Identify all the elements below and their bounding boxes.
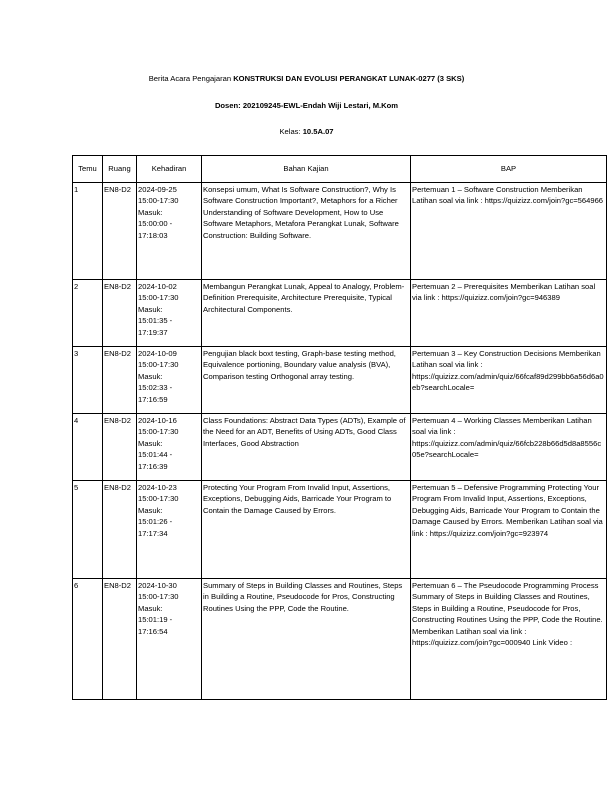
session-time: 15:00-17:30 [138,360,179,370]
session-date: 2024-10-02 [138,282,177,291]
cell-kehadiran [137,280,202,347]
session-time: 15:00-17:30 [138,592,179,602]
masuk-label: Masuk: [138,438,163,448]
class-label: Kelas: [279,127,301,136]
table-row [73,481,607,579]
cell-temu: 4 [73,414,103,481]
session-date: 2024-10-23 [138,483,177,492]
lecturer-label: Dosen: [214,101,241,110]
masuk-label: Masuk: [138,505,163,515]
session-time: 15:00-17:30 [138,196,179,206]
header-kehadiran: Kehadiran [137,156,202,183]
cell-ruang: EN8-D2 [103,481,137,579]
cell-temu: 3 [73,347,103,414]
cell-kehadiran [137,347,202,414]
masuk-label: Masuk: [138,371,163,381]
session-time: 15:00-17:30 [138,427,179,437]
cell-temu: 2 [73,280,103,347]
cell-temu: 5 [73,481,103,579]
cell-bap: Pertemuan 1 – Software Construction Memberikan Latihan soal via link : https://quizizz.com/join?gc=564966 [411,183,607,280]
cell-kehadiran [137,414,202,481]
masuk-time: 15:01:26 - 17:17:34 [138,517,173,538]
cell-bahan-kajian: Summary of Steps in Building Classes and Routines, Steps in Building a Routine, Pseudocode for Pros, Constructing Routines Using the PPP, Code the Routine. [202,579,411,700]
table-row [73,280,607,347]
table-row [73,347,607,414]
cell-bahan-kajian: Membangun Perangkat Lunak, Appeal to Analogy, Problem-Definition Prerequisite, Architecture Prerequisite, Typical Architectural Components. [202,280,411,347]
table-row [73,183,607,280]
session-time: 15:00-17:30 [138,293,179,303]
course-name: KONSTRUKSI DAN EVOLUSI PERANGKAT LUNAK-0277 (3 SKS) [233,74,465,83]
masuk-time: 15:01:19 - 17:16:54 [138,615,173,636]
cell-kehadiran [137,183,202,280]
cell-bahan-kajian: Protecting Your Program From Invalid Input, Assertions, Exceptions, Debugging Aids, Barricade Your Program to Contain the Damage Caused by Errors. [202,481,411,579]
masuk-label: Masuk: [138,603,163,613]
masuk-label: Masuk: [138,304,163,314]
masuk-time: 15:01:35 - 17:19:37 [138,316,173,337]
cell-ruang: EN8-D2 [103,280,137,347]
session-date: 2024-10-30 [138,581,177,590]
cell-bahan-kajian: Class Foundations: Abstract Data Types (ADTs), Example of the Need for an ADT, Benefits of Using ADTs, Good Class Interfaces, Good Abstraction [202,414,411,481]
cell-bap: Pertemuan 4 – Working Classes Memberikan Latihan soal via link : https://quizizz.com/admin/quiz/66fcb228b66d5d8a8556c05e?searchLocale= [411,414,607,481]
session-date: 2024-10-09 [138,349,177,358]
cell-temu: 6 [73,579,103,700]
header-bap: BAP [411,156,607,183]
header-temu: Temu [73,156,103,183]
cell-bap: Pertemuan 3 – Key Construction Decisions Memberikan Latihan soal via link : https://quizizz.com/admin/quiz/66fcaf89d299bb6a56d6a0eb?searchLocale= [411,347,607,414]
cell-bahan-kajian: Konsepsi umum, What Is Software Construction?, Why Is Software Construction Important?, Metaphors for a Richer Understanding of Software Development, How to Use Software Metaphors, Metafora Perangkat Lunak, Software Construction: Building Software. [202,183,411,280]
cell-ruang: EN8-D2 [103,347,137,414]
table-row [73,414,607,481]
cell-bap: Pertemuan 2 – Prerequisites Memberikan Latihan soal via link : https://quizizz.com/join?gc=946389 [411,280,607,347]
lecturer-name: 202109245-EWL-Endah Wiji Lestari, M.Kom [242,101,399,110]
cell-temu: 1 [73,183,103,280]
cell-bap: Pertemuan 6 – The Pseudocode Programming Process Summary of Steps in Building Classes and Routines, Steps in Building a Routine, Pseudocode for Pros, Constructing Routines Using the PPP, Code the Routine. Memberikan Latihan soal via link : https://quizizz.com/join?gc=000940 Link Video : [411,579,607,700]
cell-ruang: EN8-D2 [103,579,137,700]
masuk-time: 15:01:44 - 17:16:39 [138,450,173,471]
cell-ruang: EN8-D2 [103,414,137,481]
cell-bahan-kajian: Pengujian black boxt testing, Graph-base testing method, Equivalence portioning, Boundary value analysis (BVA), Comparison testing Orthogonal array testing. [202,347,411,414]
header-bahan-kajian: Bahan Kajian [202,156,411,183]
table-row [73,579,607,700]
class-code: 10.5A.07 [302,127,334,136]
session-time: 15:00-17:30 [138,494,179,504]
session-date: 2024-09-25 [138,185,177,194]
table-header-row [73,156,607,183]
report-title [71,74,542,84]
masuk-time: 15:00:00 - 17:18:03 [138,219,173,240]
cell-kehadiran [137,481,202,579]
report-title-label: Berita Acara Pengajaran [148,74,232,83]
class-line [71,127,542,137]
document-header [71,71,542,140]
teaching-record-table [72,155,607,700]
cell-ruang: EN8-D2 [103,183,137,280]
masuk-label: Masuk: [138,207,163,217]
lecturer-line [71,101,542,111]
cell-kehadiran [137,579,202,700]
cell-bap: Pertemuan 5 – Defensive Programming Protecting Your Program From Invalid Input, Assertions, Exceptions, Debugging Aids, Barricade Your Program to Contain the Damage Caused by Errors. Memberikan Latihan soal via link : https://quizizz.com/join?gc=923974 [411,481,607,579]
session-date: 2024-10-16 [138,416,177,425]
header-ruang: Ruang [103,156,137,183]
masuk-time: 15:02:33 - 17:16:59 [138,383,173,404]
